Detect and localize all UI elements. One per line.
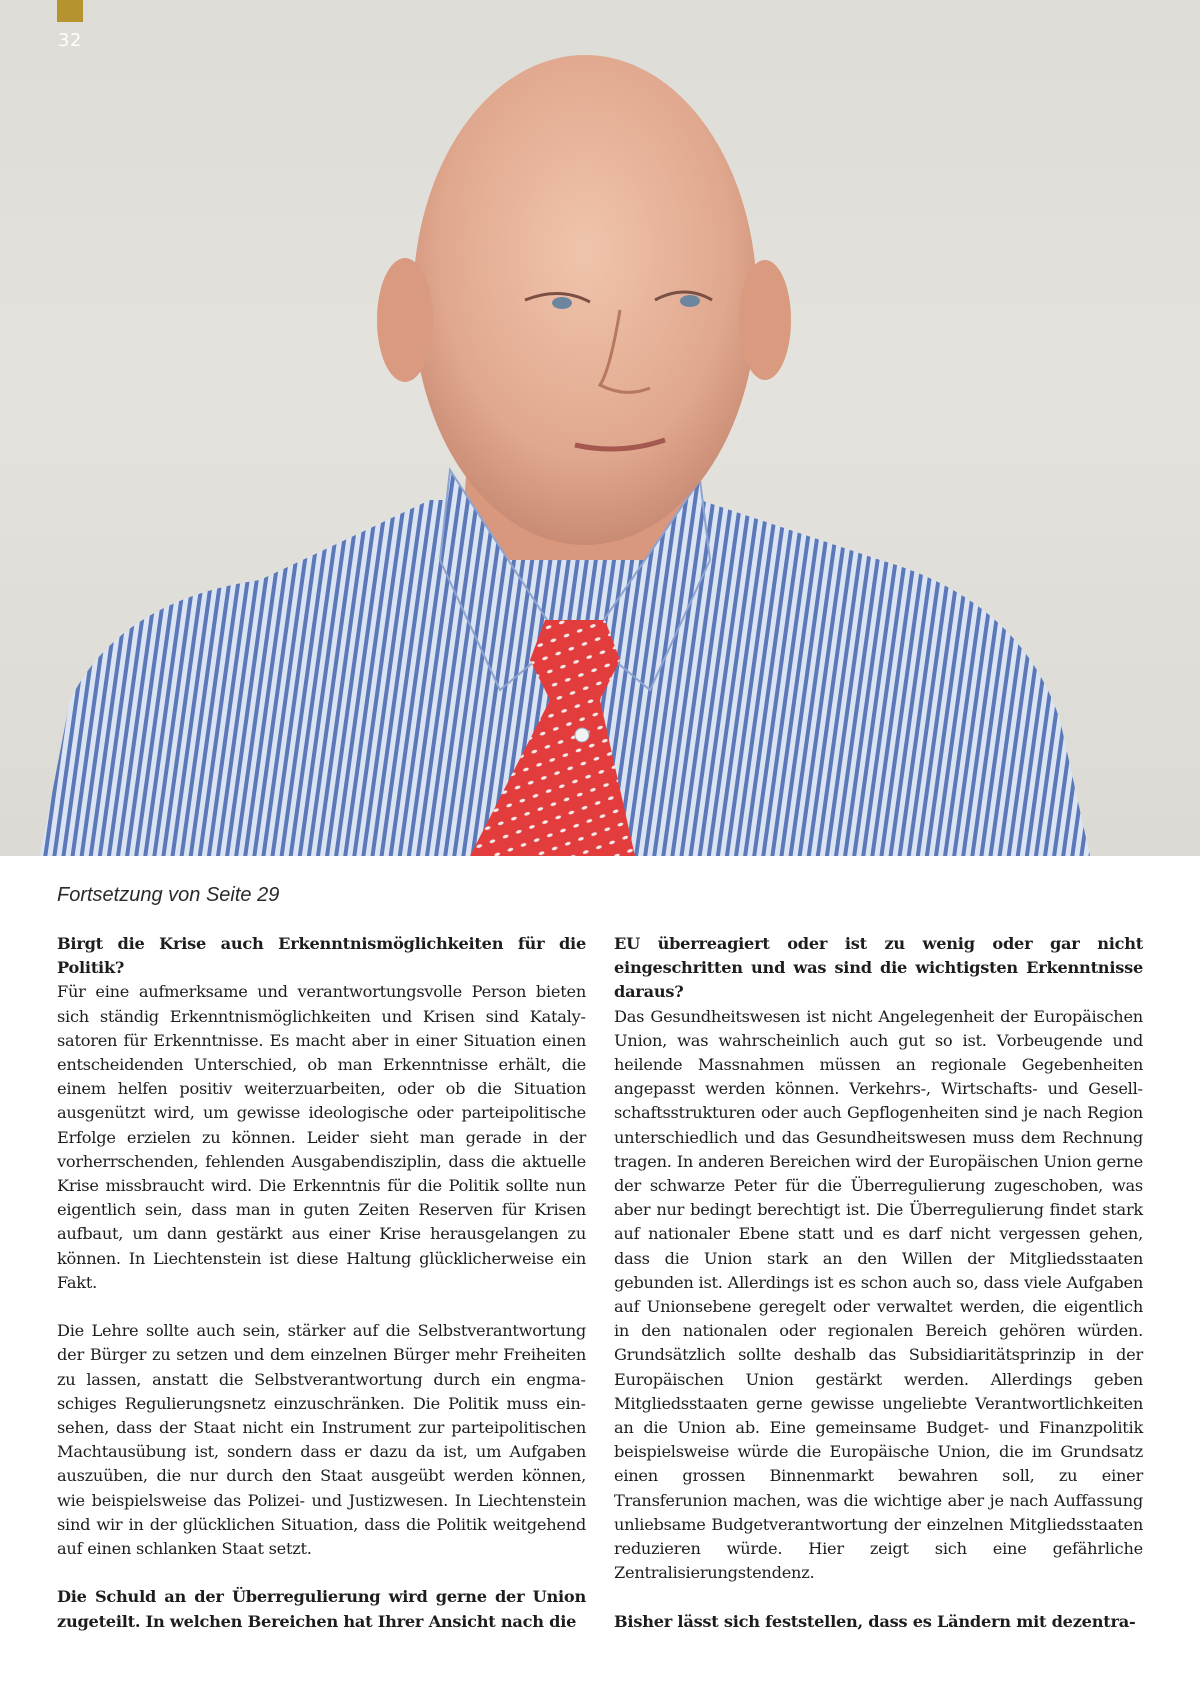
continued-from-note: Fortsetzung von Seite 29 xyxy=(57,884,280,906)
article-column-right xyxy=(614,932,1143,1634)
interview-question: Die Schuld an der Überregulierung wird gerne der Union zugeteilt. In welchen Bereichen hat Ihrer Ansicht nach die xyxy=(57,1587,586,1631)
interview-question: EU überreagiert oder ist zu wenig oder gar nicht eingeschritten und was sind die wichtigsten Erkenntnisse daraus? xyxy=(614,934,1143,1002)
page-number: 32 xyxy=(58,30,82,51)
interview-answer: Das Gesundheitswesen ist nicht Angelegenheit der Europäischen Union, was wahrscheinlich auch gut so ist. Vorbeugende und heilende Massnahmen müssen an regionale Gegebenheiten angepasst werden können. Verkehrs-, Wirtschafts- und Gesellschaftsstrukturen oder auch Gepflogenheiten sind je nach Region unterschiedlich und das Gesundheitswesen muss dem Rechnung tragen. In anderen Bereichen wird der Europäischen Union gerne der schwarze Peter für die Überregulierung zugeschoben, was aber nur bedingt berechtigt ist. Die Überregulierung findet stark auf nationaler Ebene statt und es darf nicht vergessen gehen, dass die Union stark an den Willen der Mitgliedsstaaten gebunden ist. Allerdings ist es schon auch so, dass viele Aufgaben auf Unionsebene geregelt oder verwaltet werden, die eigentlich in den nationalen oder regionalen Bereich gehören würden. Grundsätzlich sollte deshalb das Subsidiaritätsprinzip in der Europäischen Union gestärkt werden. Allerdings geben Mitgliedsstaaten gerne gewisse ungeliebte Verantwortlichkeiten an die Union ab. Eine gemeinsame Budget- und Finanzpolitik beispielsweise würde die Europäische Union, die im Grundsatz einen grossen Binnenmarkt bewahren soll, zu einer Transferunion machen, was die wichtige aber je nach Auffassung unliebsame Budgetverantwortung der einzelnen Mitgliedsstaaten reduzieren würde. Hier zeigt sich eine gefährliche Zentralisierungstendenz. xyxy=(614,1006,1143,1583)
interview-answer: Die Lehre sollte auch sein, stärker auf die Selbstverantwortung der Bürger zu setzen und dem einzelnen Bürger mehr Freiheiten zu lassen, anstatt die Selbstverantwortung durch ein engmaschiges Regulierungsnetz einzuschränken. Die Politik muss einsehen, dass der Staat nicht ein Instrument zur parteipolitischen Machtausübung ist, sondern dass er dazu da ist, um Aufgaben auszuüben, die nur durch den Staat ausgeübt werden können, wie beispielsweise das Polizei- und Justizwesen. In Liechtenstein sind wir in der glücklichen Situation, dass die Politik weitgehend auf einen schlanken Staat setzt. xyxy=(57,1321,586,1559)
interview-question: Birgt die Krise auch Erkenntnismöglichkeiten für die Politik? xyxy=(57,934,586,978)
article-column-left xyxy=(57,932,586,1634)
interview-question: Bisher lässt sich feststellen, dass es Ländern mit dezentra- xyxy=(614,1611,1136,1631)
interview-answer: Für eine aufmerksame und verantwortungsvolle Person bieten sich ständig Erkenntnismöglichkeiten und Krisen sind Katalysatoren für Erkenntnisse. Es macht aber in einer Situation einen entscheidenden Unterschied, ob man Erkenntnisse erhält, die einem helfen positiv weiterzuarbeiten, oder ob die Situation ausgenützt wird, um gewisse ideologische oder parteipolitische Erfolge erzielen zu können. Leider sieht man gerade in der vorherrschenden, fehlenden Ausgabendisziplin, dass die aktuelle Krise missbraucht wird. Die Erkenntnis für die Politik sollte nun eigentlich sein, dass man in guten Zeiten Reserven für Krisen aufbaut, um dann gestärkt aus einer Krise herausgelangen zu können. In Liechtenstein ist diese Haltung glücklicherweise ein Fakt. xyxy=(57,982,586,1292)
page-number-tab xyxy=(57,0,83,22)
